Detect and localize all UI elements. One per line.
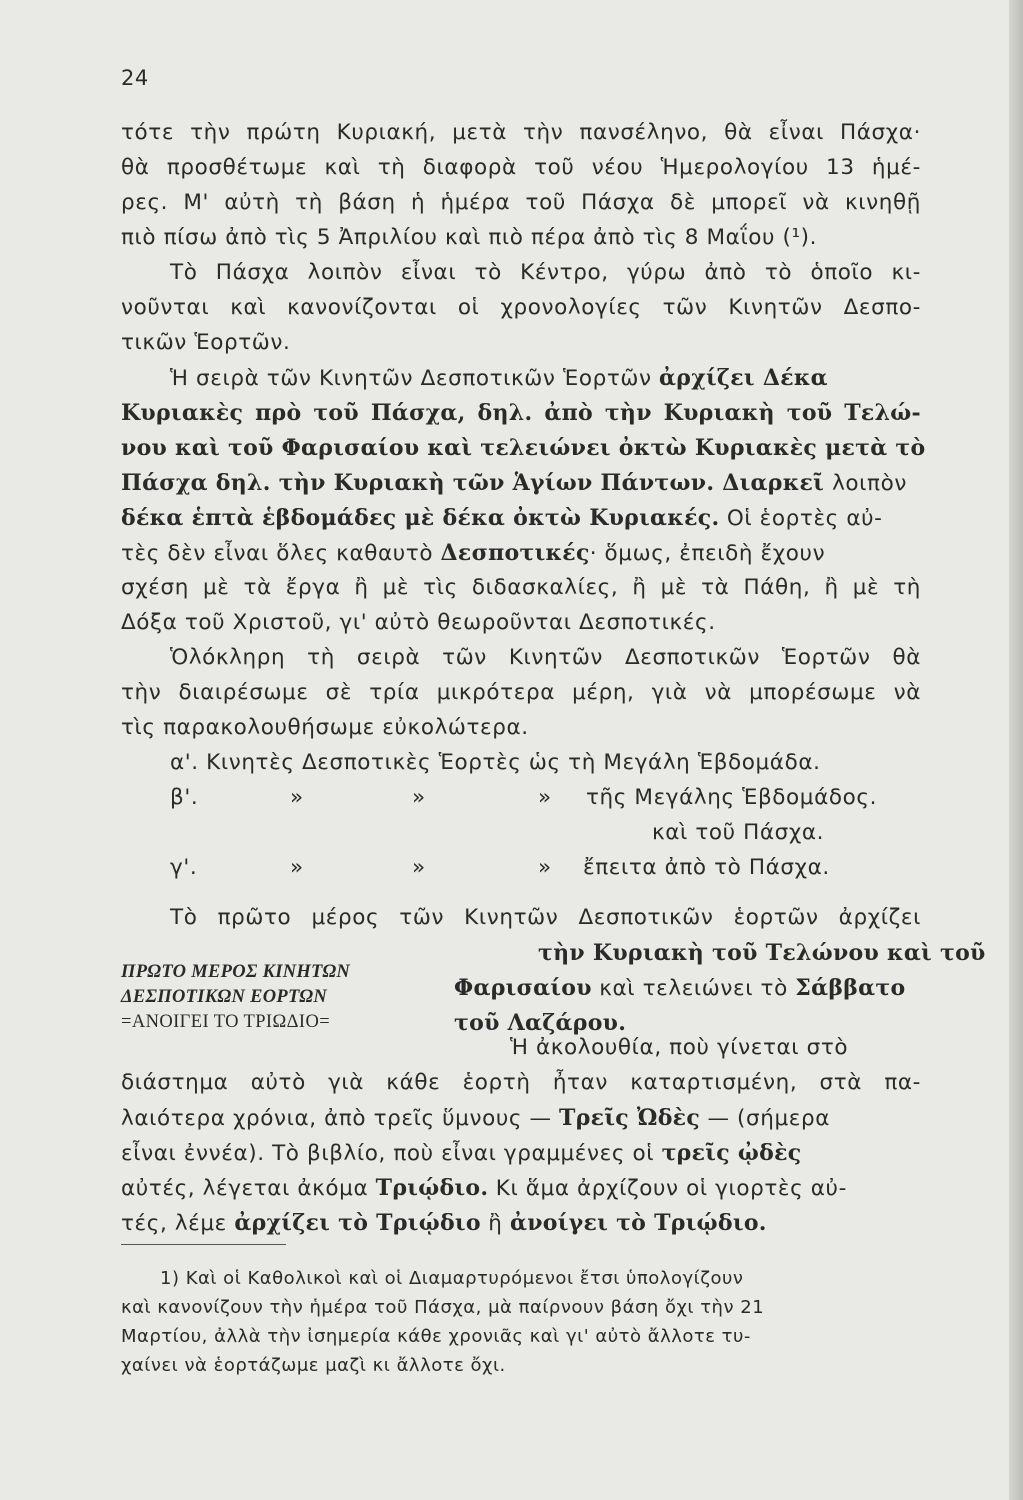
bold-line: τοῦ Λαζάρου. bbox=[454, 1010, 627, 1036]
ditto-mark: » bbox=[290, 855, 304, 880]
ditto-mark: » bbox=[538, 855, 552, 880]
footnote-divider bbox=[121, 1244, 286, 1245]
text-line: νοῦνται καὶ κανονίζονται οἱ χρονολογίες τῶν Κινητῶν Δεσπο- bbox=[121, 295, 921, 320]
text-line: Δόξα τοῦ Χριστοῦ, γι' αὐτὸ θεωροῦνται Δεσποτικές. bbox=[121, 610, 716, 635]
text-line: Πάσχα δηλ. τὴν Κυριακὴ τῶν Ἁγίων Πάντων. Διαρκεῖ λοιπὸν bbox=[121, 470, 907, 496]
list-item-label: β'. bbox=[170, 785, 199, 810]
bold-line: Κυριακὲς πρὸ τοῦ Πάσχα, δηλ. ἀπὸ τὴν Κυριακὴ τοῦ Τελώ- bbox=[121, 400, 921, 426]
side-heading: ΠΡΩΤΟ ΜΕΡΟΣ ΚΙΝΗΤΩΝ bbox=[121, 962, 351, 982]
side-heading: ΔΕΣΠΟΤΙΚΩΝ ΕΟΡΤΩΝ bbox=[121, 987, 327, 1007]
footnote-line: 1) Καὶ οἱ Καθολικοὶ καὶ οἱ Διαμαρτυρόμενοι ἔτσι ὑπολογίζουν bbox=[160, 1268, 744, 1289]
ditto-mark: » bbox=[412, 785, 426, 810]
list-item-label: γ'. bbox=[170, 855, 198, 880]
ditto-mark: » bbox=[412, 855, 426, 880]
text-line: τικῶν Ἑορτῶν. bbox=[121, 330, 291, 355]
side-heading: =ΑΝΟΙΓΕΙ ΤΟ ΤΡΙΩΔΙΟ= bbox=[121, 1012, 331, 1032]
footnote-line: καὶ κανονίζουν τὴν ἡμέρα τοῦ Πάσχα, μὰ παίρνουν βάση ὄχι τὴν 21 bbox=[121, 1297, 765, 1318]
text-line: Τὸ πρῶτο μέρος τῶν Κινητῶν Δεσποτικῶν ἑορτῶν ἀρχίζει bbox=[170, 905, 921, 930]
footnote-line: Μαρτίου, ἀλλὰ τὴν ἰσημερία κάθε χρονιᾶς καὶ γι' αὐτὸ ἄλλοτε τυ- bbox=[121, 1326, 751, 1347]
list-item-text: τῆς Μεγάλης Ἑβδομάδος. bbox=[586, 785, 878, 810]
text-line: διάστημα αὐτὸ γιὰ κάθε ἑορτὴ ἦταν καταρτισμένη, στὰ πα- bbox=[121, 1070, 921, 1095]
ditto-mark: » bbox=[538, 785, 552, 810]
text-line: ρες. Μ' αὐτὴ τὴ βάση ἡ ἡμέρα τοῦ Πάσχα δὲ μπορεῖ νὰ κινηθῇ bbox=[121, 190, 921, 215]
text-line: τὴν διαιρέσωμε σὲ τρία μικρότερα μέρη, γιὰ νὰ μπορέσωμε νὰ bbox=[121, 680, 921, 705]
text-line: τότε τὴν πρώτη Κυριακή, μετὰ τὴν πανσέληνο, θὰ εἶναι Πάσχα· bbox=[121, 120, 921, 145]
ditto-mark: » bbox=[290, 785, 304, 810]
list-item-text: ἔπειτα ἀπὸ τὸ Πάσχα. bbox=[583, 855, 830, 880]
bold-text: ἀρχίζει Δέκα bbox=[659, 365, 828, 391]
text-line: τὶς παρακολουθήσωμε εὐκολώτερα. bbox=[121, 715, 529, 740]
text-line: σχέση μὲ τὰ ἔργα ἢ μὲ τὶς διδασκαλίες, ἢ μὲ τὰ Πάθη, ἢ μὲ τὴ bbox=[121, 575, 921, 600]
text-line: Ἡ σειρὰ τῶν Κινητῶν Δεσποτικῶν Ἑορτῶν ἀρχίζει Δέκα bbox=[170, 365, 828, 391]
text-line: Ἡ ἀκολουθία, ποὺ γίνεται στὸ bbox=[510, 1035, 849, 1060]
bold-line: νου καὶ τοῦ Φαρισαίου καὶ τελειώνει ὀκτὼ Κυριακὲς μετὰ τὸ bbox=[121, 435, 926, 461]
text-line: εἶναι ἐννέα). Τὸ βιβλίο, ποὺ εἶναι γραμμένες οἱ τρεῖς ᾠδὲς bbox=[121, 1140, 802, 1166]
footnote-line: χαίνει νὰ ἑορτάζωμε μαζὶ κι ἄλλοτε ὄχι. bbox=[121, 1355, 506, 1376]
text-line: τές, λέμε ἀρχίζει τὸ Τριῴδιο ἢ ἀνοίγει τὸ Τριῴδιο. bbox=[121, 1210, 767, 1236]
bold-line: τὴν Κυριακὴ τοῦ Τελώνου καὶ τοῦ bbox=[538, 940, 986, 966]
text-line: Τὸ Πάσχα λοιπὸν εἶναι τὸ Κέντρο, γύρω ἀπὸ τὸ ὁποῖο κι- bbox=[170, 260, 921, 285]
text-line: αὐτές, λέγεται ἀκόμα Τριῴδιο. Κι ἅμα ἀρχίζουν οἱ γιορτὲς αὐ- bbox=[121, 1175, 847, 1201]
text-line: δέκα ἑπτὰ ἑβδομάδες μὲ δέκα ὀκτὼ Κυριακές. Οἱ ἑορτὲς αὐ- bbox=[121, 505, 883, 531]
text-line: Φαρισαίου καὶ τελειώνει τὸ Σάββατο bbox=[454, 975, 906, 1001]
text-line: Ὁλόκληρη τὴ σειρὰ τῶν Κινητῶν Δεσποτικῶν Ἑορτῶν θὰ bbox=[170, 645, 921, 670]
text-line: θὰ προσθέτωμε καὶ τὴ διαφορὰ τοῦ νέου Ἡμερολογίου 13 ἡμέ- bbox=[121, 155, 921, 180]
text-line: λαιότερα χρόνια, ἀπὸ τρεῖς ὕμνους — Τρεῖς Ὠδὲς — (σήμερα bbox=[121, 1105, 830, 1131]
page-edge bbox=[1009, 0, 1023, 1500]
list-item: α'. Κινητὲς Δεσποτικὲς Ἑορτὲς ὡς τὴ Μεγάλη Ἑβδομάδα. bbox=[170, 750, 821, 775]
page-number: 24 bbox=[121, 66, 149, 90]
text-line: πιὸ πίσω ἀπὸ τὶς 5 Ἀπριλίου καὶ πιὸ πέρα ἀπὸ τὶς 8 Μαΐου (¹). bbox=[121, 225, 818, 250]
list-item-text: καὶ τοῦ Πάσχα. bbox=[652, 820, 825, 845]
text-line: τὲς δὲν εἶναι ὅλες καθαυτὸ Δεσποτικές· ὅμως, ἐπειδὴ ἔχουν bbox=[121, 540, 826, 566]
